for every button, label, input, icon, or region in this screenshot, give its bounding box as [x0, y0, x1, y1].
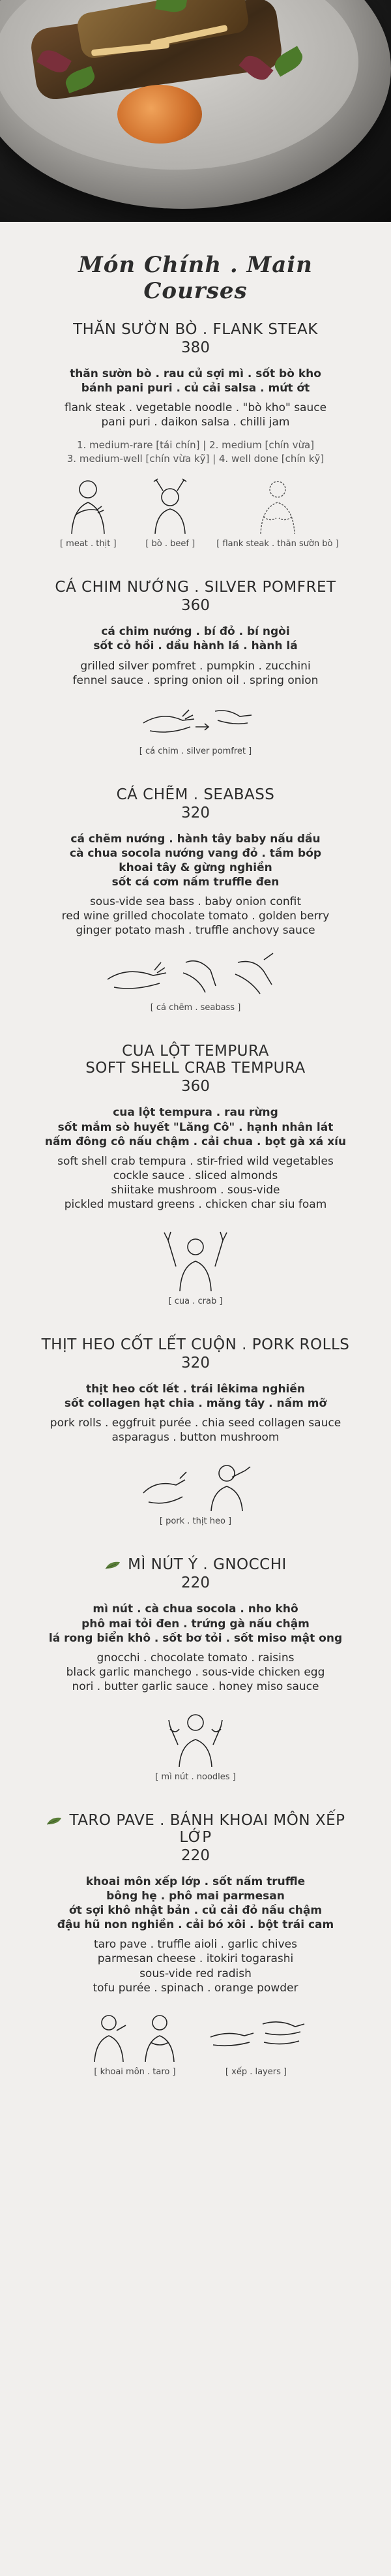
- sign-beef-icon: [141, 476, 199, 535]
- dish-price: 220: [181, 1847, 210, 1864]
- sign-noodles-icon: [160, 1703, 231, 1768]
- sign-taro: [ khoai môn . taro ]: [83, 2004, 187, 2077]
- dish-price: 360: [181, 1078, 210, 1096]
- dish-name: CUA LỘT TEMPURA: [122, 1043, 269, 1060]
- sign-language-illustrations: [31, 1221, 360, 1306]
- dish-en-description: sous-vide sea bass . baby onion confit red wine grilled chocolate tomato . golden berry ginger potato mash . truffle anchovy sauce: [61, 895, 330, 938]
- dish-gnocchi: [31, 1556, 360, 1782]
- dish-vi-description: khoai môn xếp lớp . sốt nấm truffle bông hẹ . phô mai parmesan ớt sợi khô nhật bản . củ cải đỏ nấu chậm đậu hũ non nghiền . cải bó xôi . bột trái cam: [57, 1875, 334, 1932]
- sign-pork-icon: [130, 1454, 261, 1512]
- sign-noodles: [ mì nút . noodles ]: [155, 1703, 236, 1782]
- dish-price: 220: [181, 1574, 210, 1592]
- sign-language-illustrations: [31, 2004, 360, 2077]
- sign-pork: [ pork . thịt heo ]: [130, 1454, 261, 1526]
- sign-pomfret-icon: [130, 697, 261, 743]
- sign-seabass-icon: [101, 947, 290, 999]
- sign-language-illustrations: [31, 476, 360, 549]
- sign-language-illustrations: [31, 697, 360, 756]
- dish-name: TARO PAVE . BÁNH KHOAI MÔN XẾP LỚP: [69, 1812, 345, 1846]
- dish-name: CÁ CHẼM . SEABASS: [116, 786, 275, 803]
- dish-vi-description: mì nút . cà chua socola . nho khô phô mai tỏi đen . trứng gà nấu chậm lá rong biển khô . sốt bơ tỏi . sốt miso mật ong: [48, 1602, 343, 1645]
- dish-soft-shell-crab: [31, 1043, 360, 1306]
- vegetarian-leaf-icon: [104, 1561, 121, 1570]
- dish-price: 380: [181, 339, 210, 356]
- dish-name: THỊT HEO CỐT LẾT CUỘN . PORK ROLLS: [41, 1336, 350, 1354]
- dish-en-description: pork rolls . eggfruit purée . chia seed collagen sauce asparagus . button mushroom: [50, 1417, 341, 1445]
- sign-layers: [ xếp . layers ]: [204, 2004, 308, 2077]
- sign-crab: [ cua . crab ]: [156, 1221, 235, 1306]
- vegetarian-leaf-icon: [46, 1817, 63, 1826]
- dish-vi-description: thăn sườn bò . rau củ sợi mì . sốt bò kho bánh pani puri . củ cải salsa . mứt ớt: [70, 367, 321, 395]
- dish-vi-description: cá chẽm nướng . hành tây baby nấu dầu cà chua socola nướng vang đỏ . tầm bóp khoai tây & gừng nghiền sốt cá cơm nấm truffle đen: [69, 832, 322, 889]
- dish-vi-description: cua lột tempura . rau rừng sốt mắm sò huyết "Lăng Cô" . hạnh nhân lát nấm đông cô nấu chậm . cải chua . bọt gà xá xíu: [44, 1106, 347, 1148]
- section-title: Món Chính . Main Courses: [78, 252, 313, 304]
- sign-language-illustrations: [31, 1454, 360, 1526]
- sign-seabass: [ cá chẽm . seabass ]: [101, 947, 290, 1013]
- sign-layers-icon: [204, 2004, 308, 2063]
- dish-name-row: [31, 1556, 360, 1573]
- dish-vi-description: thịt heo cốt lết . trái lêkima nghiền sốt collagen hạt chia . măng tây . nấm mỡ: [64, 1383, 327, 1411]
- sign-flank-icon: [239, 476, 317, 535]
- dish-flank-steak: [31, 321, 360, 549]
- sign-taro-icon: [83, 2004, 187, 2063]
- dish-taro-pave: [31, 1812, 360, 2077]
- dish-name-row: [31, 1812, 360, 1846]
- dish-name: CÁ CHIM NƯỚNG . SILVER POMFRET: [55, 579, 336, 596]
- dish-silver-pomfret: [31, 579, 360, 756]
- sign-flank-steak: [ flank steak . thăn sườn bò ]: [216, 476, 338, 549]
- sign-beef: [ bò . beef ]: [141, 476, 199, 549]
- sign-meat: [ meat . thịt ]: [52, 476, 124, 549]
- sign-language-illustrations: [31, 947, 360, 1013]
- dish-name-english: SOFT SHELL CRAB TEMPURA: [85, 1060, 306, 1077]
- dish-price: 320: [181, 804, 210, 821]
- dish-price: 360: [181, 597, 210, 615]
- sign-meat-icon: [52, 476, 124, 535]
- dish-name: THĂN SƯỜN BÒ . FLANK STEAK: [73, 321, 318, 338]
- doneness-options: 1. medium-rare [tái chín] | 2. medium [chín vừa] 3. medium-well [chín vừa kỹ] | 4. well done [chín kỹ]: [66, 439, 325, 465]
- dish-pork-rolls: [31, 1336, 360, 1526]
- sign-crab-icon: [156, 1221, 235, 1293]
- dish-en-description: flank steak . vegetable noodle . "bò kho" sauce pani puri . daikon salsa . chilli jam: [64, 401, 327, 429]
- plate: [0, 0, 391, 209]
- dish-seabass: [31, 786, 360, 1013]
- dish-en-description: gnocchi . chocolate tomato . raisins black garlic manchego . sous-vide chicken egg nori . butter garlic sauce . honey miso sauce: [66, 1651, 325, 1693]
- dish-vi-description: cá chim nướng . bí đỏ . bí ngòi sốt cỏ hồi . dầu hành lá . hành lá: [93, 625, 298, 653]
- menu: [0, 252, 391, 2077]
- dish-en-description: taro pave . truffle aioli . garlic chives parmesan cheese . itokiri togarashi sous-vide red radish tofu purée . spinach . orange powder: [93, 1938, 298, 1995]
- dish-name: MÌ NÚT Ý . GNOCCHI: [128, 1556, 287, 1574]
- dish-en-description: soft shell crab tempura . stir-fried wild vegetables cockle sauce . sliced almonds shiitake mushroom . sous-vide pickled mustard greens . chicken char siu foam: [57, 1154, 334, 1211]
- hero-food-photo: [0, 0, 391, 222]
- dish-price: 320: [181, 1355, 210, 1372]
- sign-language-illustrations: [31, 1703, 360, 1782]
- dish-en-description: grilled silver pomfret . pumpkin . zucchini fennel sauce . spring onion oil . spring onion: [72, 659, 319, 687]
- sign-pomfret: [ cá chim . silver pomfret ]: [130, 697, 261, 756]
